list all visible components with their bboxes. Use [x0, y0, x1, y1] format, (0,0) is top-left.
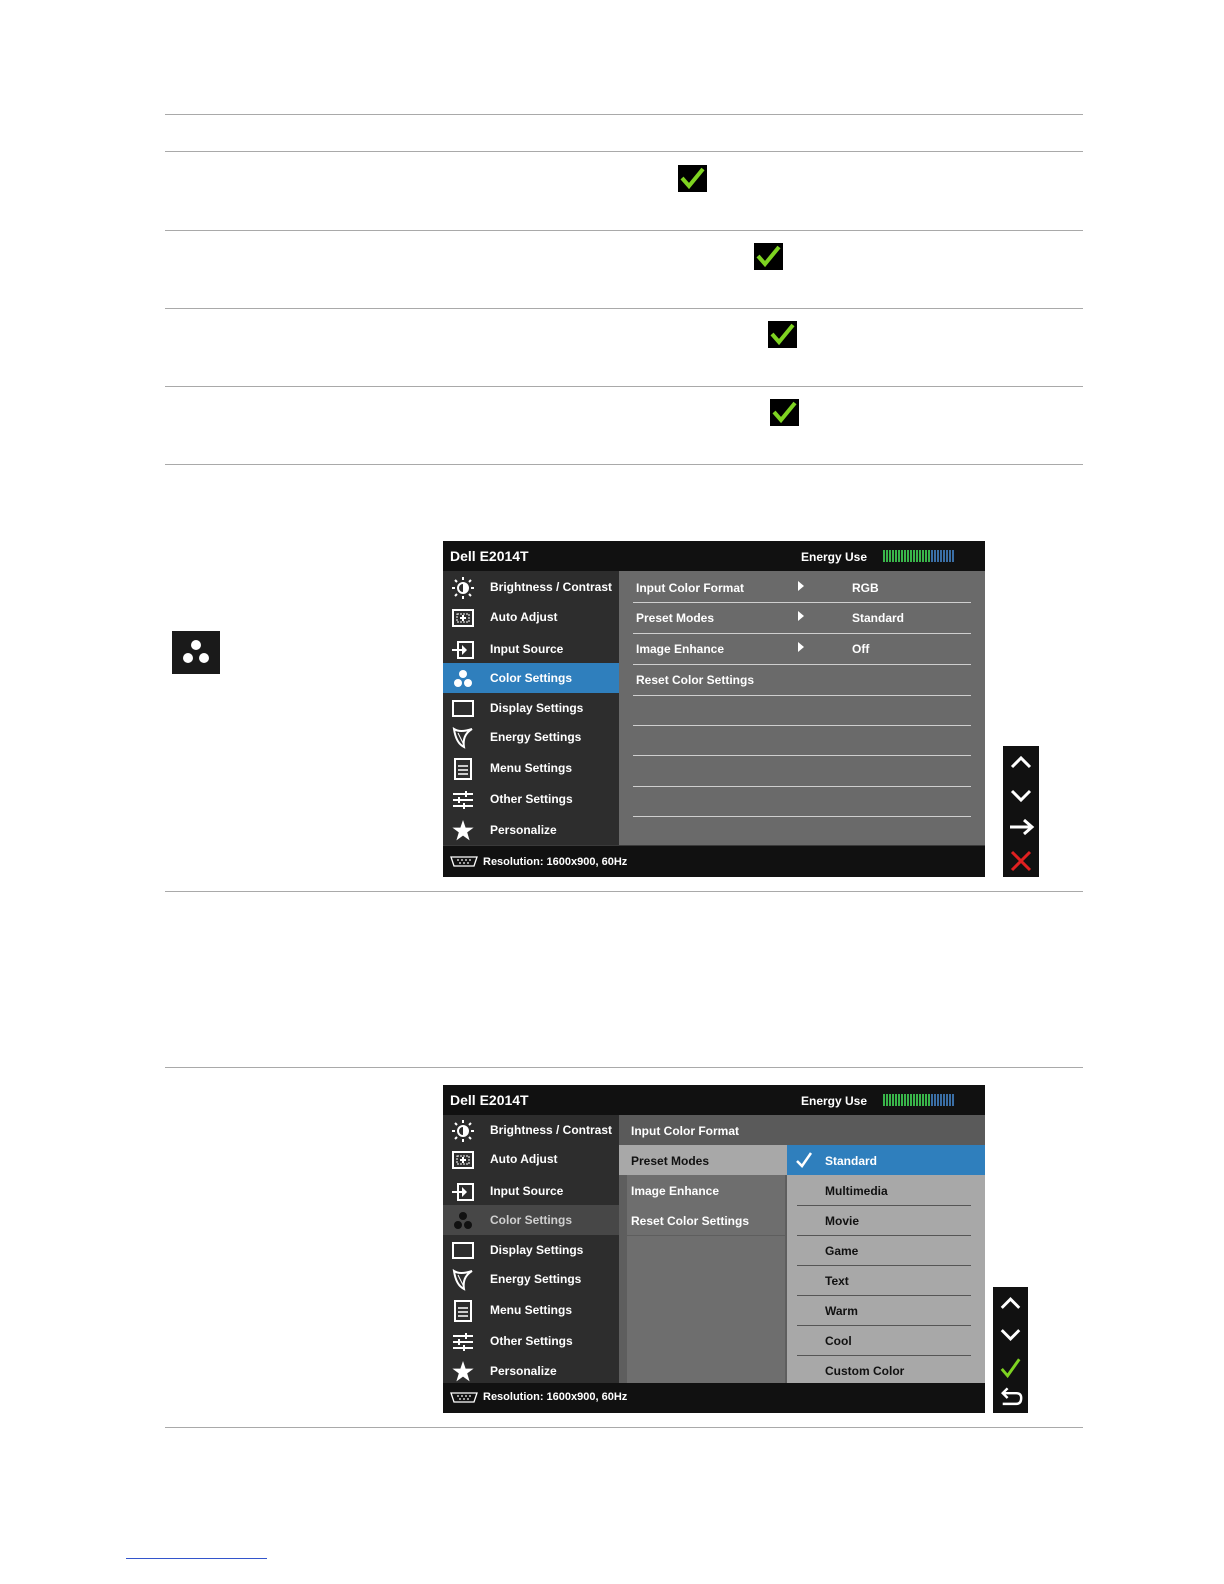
preset-option-game[interactable]	[787, 1235, 985, 1265]
color-settings-panel	[619, 571, 985, 845]
option-label: Text	[825, 1274, 849, 1288]
menu-item-label: Color Settings	[490, 1213, 573, 1227]
brightness-icon	[452, 1120, 474, 1142]
osd-color-settings-menu	[443, 541, 985, 877]
menu-item-label: Auto Adjust	[490, 610, 558, 624]
row-divider	[633, 816, 971, 817]
submenu-arrow-icon	[798, 611, 804, 621]
setting-value: RGB	[852, 581, 879, 595]
menu-item-energy-settings[interactable]	[443, 722, 619, 752]
table-rule	[165, 151, 1083, 152]
option-label: Standard	[825, 1154, 878, 1168]
preset-option-text[interactable]	[787, 1265, 985, 1295]
option-label: Movie	[825, 1214, 860, 1228]
star-icon	[452, 1361, 474, 1383]
osd-header	[443, 1085, 985, 1115]
preset-modes-options	[787, 1145, 985, 1383]
submenu-item-preset-modes[interactable]	[619, 1145, 787, 1175]
menu-settings-icon	[452, 1300, 474, 1322]
checkmark-icon	[678, 165, 707, 192]
preset-option-cool[interactable]	[787, 1325, 985, 1355]
submenu-empty-row	[627, 1356, 785, 1386]
color-settings-icon	[452, 1210, 474, 1232]
submenu-empty-row	[627, 1266, 785, 1296]
table-rule	[165, 114, 1083, 115]
submenu-empty-row	[627, 1296, 785, 1326]
submenu-item-label: Image Enhance	[631, 1184, 720, 1198]
osd-main-menu	[443, 1115, 619, 1383]
down-arrow-icon[interactable]	[1003, 780, 1039, 812]
menu-item-other-settings[interactable]	[443, 784, 619, 814]
option-label: Multimedia	[825, 1184, 888, 1198]
energy-settings-icon	[452, 1269, 474, 1291]
resolution-readout: Resolution: 1600x900, 60Hz	[483, 1391, 628, 1403]
submenu-arrow-icon	[798, 581, 804, 591]
row-divider	[633, 755, 971, 756]
display-settings-icon	[452, 698, 474, 720]
osd-preset-modes-menu	[443, 1085, 985, 1413]
energy-use-label: Energy Use	[801, 1094, 868, 1108]
menu-item-label: Personalize	[490, 1364, 557, 1378]
menu-item-energy-settings[interactable]	[443, 1264, 619, 1294]
auto-adjust-icon	[452, 1149, 474, 1171]
menu-item-label: Energy Settings	[490, 1272, 582, 1286]
menu-item-label: Input Source	[490, 642, 564, 656]
option-label: Game	[825, 1244, 859, 1258]
checkmark-icon	[770, 399, 799, 426]
table-rule	[165, 1067, 1083, 1068]
option-label: Warm	[825, 1304, 858, 1318]
preset-option-custom-color[interactable]	[787, 1355, 985, 1385]
row-divider	[633, 695, 971, 696]
table-rule	[165, 386, 1083, 387]
preset-option-warm[interactable]	[787, 1295, 985, 1325]
menu-item-color-settings[interactable]	[443, 663, 619, 693]
menu-item-auto-adjust[interactable]	[443, 602, 619, 632]
setting-label: Input Color Format	[636, 581, 744, 595]
menu-item-label: Energy Settings	[490, 730, 582, 744]
preset-option-multimedia[interactable]	[787, 1175, 985, 1205]
menu-item-auto-adjust[interactable]	[443, 1144, 619, 1174]
down-arrow-icon[interactable]	[993, 1319, 1028, 1351]
menu-item-personalize[interactable]	[443, 815, 619, 845]
resolution-readout: Resolution: 1600x900, 60Hz	[483, 856, 628, 868]
check-icon	[795, 1151, 813, 1169]
menu-item-personalize[interactable]	[443, 1356, 619, 1386]
model-name: Dell E2014T	[450, 548, 529, 564]
submenu-arrow-icon	[798, 642, 804, 652]
row-divider	[633, 725, 971, 726]
menu-item-display-settings[interactable]	[443, 1235, 619, 1265]
menu-item-label: Auto Adjust	[490, 1152, 558, 1166]
menu-item-label: Color Settings	[490, 671, 573, 685]
checkmark-icon	[754, 243, 783, 270]
submenu-empty-row	[627, 1236, 785, 1266]
up-arrow-icon[interactable]	[993, 1287, 1028, 1319]
menu-item-label: Personalize	[490, 823, 557, 837]
osd-header	[443, 541, 985, 571]
row-divider	[633, 786, 971, 787]
color-settings-icon	[172, 631, 220, 674]
submenu-item-label: Preset Modes	[631, 1154, 710, 1168]
model-name: Dell E2014T	[450, 1092, 529, 1108]
menu-item-display-settings[interactable]	[443, 693, 619, 723]
table-rule	[165, 230, 1083, 231]
confirm-check-icon[interactable]	[993, 1352, 1028, 1384]
auto-adjust-icon	[452, 607, 474, 629]
menu-item-label: Other Settings	[490, 1334, 573, 1348]
right-arrow-icon[interactable]	[1003, 811, 1039, 843]
osd-main-menu	[443, 571, 619, 845]
menu-item-label: Input Source	[490, 1184, 564, 1198]
submenu-item-reset-color-settings[interactable]	[627, 1205, 785, 1235]
input-source-icon	[452, 639, 474, 661]
preset-option-movie[interactable]	[787, 1205, 985, 1235]
up-arrow-icon[interactable]	[1003, 746, 1039, 778]
setting-label: Reset Color Settings	[636, 673, 755, 687]
other-settings-icon	[452, 1331, 474, 1353]
setting-value: Standard	[852, 611, 905, 625]
submenu-item-label: Reset Color Settings	[631, 1214, 750, 1228]
checkmark-icon	[768, 321, 797, 348]
menu-item-menu-settings[interactable]	[443, 753, 619, 783]
menu-item-input-source[interactable]	[443, 634, 619, 664]
table-rule	[165, 891, 1083, 892]
star-icon	[452, 820, 474, 842]
setting-label: Image Enhance	[636, 642, 725, 656]
brightness-icon	[452, 577, 474, 599]
menu-item-brightness-contrast[interactable]	[443, 572, 619, 602]
menu-item-label: Display Settings	[490, 701, 584, 715]
menu-item-other-settings[interactable]	[443, 1326, 619, 1356]
table-rule	[165, 308, 1083, 309]
table-rule	[165, 1427, 1083, 1428]
setting-row-input-color-format[interactable]	[619, 571, 985, 602]
menu-item-input-source[interactable]	[443, 1176, 619, 1206]
table-rule	[165, 464, 1083, 465]
setting-row-input-color-format[interactable]	[619, 1115, 985, 1145]
color-settings-submenu	[619, 1145, 787, 1383]
menu-item-brightness-contrast[interactable]	[443, 1115, 619, 1145]
setting-row-preset-modes[interactable]	[619, 603, 985, 633]
menu-settings-icon	[452, 758, 474, 780]
osd-footer	[443, 1383, 985, 1413]
setting-row-reset-color-settings[interactable]	[619, 665, 985, 695]
option-label: Cool	[825, 1334, 852, 1348]
energy-use-label: Energy Use	[801, 550, 868, 564]
display-settings-icon	[452, 1240, 474, 1262]
setting-row-image-enhance[interactable]	[619, 634, 985, 664]
menu-item-label: Display Settings	[490, 1243, 584, 1257]
vga-connector-icon	[450, 856, 478, 867]
energy-use-meter	[883, 550, 954, 562]
footer-link[interactable]	[126, 1558, 267, 1559]
osd-footer	[443, 846, 985, 877]
back-icon[interactable]	[993, 1383, 1028, 1415]
vga-connector-icon	[450, 1392, 478, 1403]
menu-item-label: Brightness / Contrast	[490, 580, 613, 594]
osd-nav-buttons	[1003, 746, 1039, 877]
other-settings-icon	[452, 789, 474, 811]
submenu-item-image-enhance[interactable]	[627, 1175, 785, 1205]
close-icon[interactable]	[1003, 845, 1039, 877]
menu-item-label: Brightness / Contrast	[490, 1123, 613, 1137]
menu-item-label: Menu Settings	[490, 761, 573, 775]
input-source-icon	[452, 1181, 474, 1203]
energy-settings-icon	[452, 727, 474, 749]
setting-label: Input Color Format	[631, 1124, 739, 1138]
menu-item-menu-settings[interactable]	[443, 1295, 619, 1325]
setting-value: Off	[852, 642, 870, 656]
menu-item-color-settings[interactable]	[443, 1205, 619, 1235]
color-settings-icon	[452, 668, 474, 690]
option-label: Custom Color	[825, 1364, 905, 1378]
preset-option-standard[interactable]	[787, 1145, 985, 1175]
setting-label: Preset Modes	[636, 611, 715, 625]
menu-item-label: Menu Settings	[490, 1303, 573, 1317]
energy-use-meter	[883, 1094, 954, 1106]
osd-nav-buttons	[993, 1287, 1028, 1413]
submenu-empty-row	[627, 1326, 785, 1356]
menu-item-label: Other Settings	[490, 792, 573, 806]
